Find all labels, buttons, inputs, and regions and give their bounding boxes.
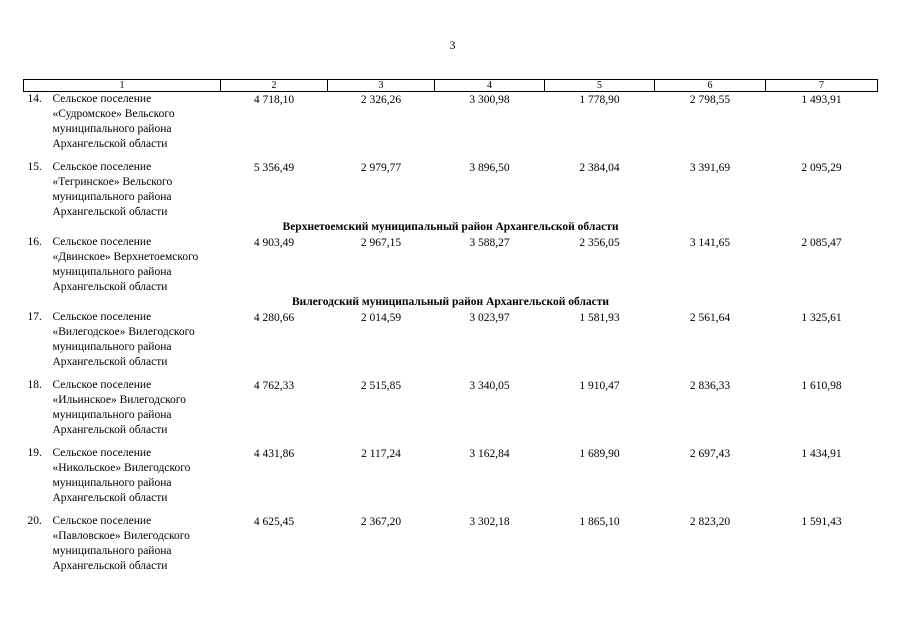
value-cell-col-5: 2 384,04: [579, 162, 620, 174]
value-cell-col-5: 2 356,05: [579, 237, 620, 249]
value-cell-col-4: 3 896,50: [469, 162, 510, 174]
value-cell-col-6: 2 836,33: [689, 380, 731, 392]
settlement-name-line: муниципального района: [52, 123, 172, 135]
value-cell-col-4: 3 023,97: [469, 312, 510, 324]
section-heading: Вилегодский муниципальный район Архангельской области: [291, 296, 610, 308]
value-cell-col-3: 2 967,15: [360, 237, 402, 249]
row-number: 20.: [27, 515, 42, 527]
settlement-name: [53, 514, 190, 574]
column-header-5: 5: [545, 80, 655, 92]
row-spacer: [24, 152, 878, 160]
value-cell-col-5: 1 581,93: [579, 312, 620, 324]
settlement-cell: [24, 310, 221, 370]
data-table: [23, 79, 878, 574]
settlement-name-line: «Тегринское» Вельского: [52, 176, 173, 188]
value-cell-col-7: 2 095,29: [801, 162, 842, 174]
settlement-name-line: «Павловское» Вилегодского: [52, 530, 190, 542]
settlement-name-line: муниципального района: [52, 409, 172, 421]
value-cell-col-3: 2 117,24: [361, 448, 401, 460]
settlement-cell: [24, 514, 221, 574]
value-cell-col-6: 3 391,69: [689, 162, 731, 174]
settlement-cell: [24, 160, 221, 220]
value-cell-col-6: 2 823,20: [689, 516, 731, 528]
value-cell-col-3: 2 979,77: [360, 162, 402, 174]
row-number: 19.: [27, 447, 42, 459]
column-number-row: [24, 80, 878, 92]
settlement-name-line: муниципального района: [52, 477, 172, 489]
settlement-name: [53, 92, 175, 152]
row-number: 14.: [27, 93, 42, 105]
table-row: [24, 446, 878, 506]
column-header-3: 3: [328, 80, 435, 92]
value-cell-col-4: 3 302,18: [469, 516, 510, 528]
settlement-name: [53, 378, 186, 438]
section-heading-row: [24, 220, 878, 235]
value-cell-col-5: 1 910,47: [579, 380, 620, 392]
settlement-cell: [24, 235, 221, 295]
row-number: 17.: [27, 311, 42, 323]
table-row: [24, 235, 878, 295]
value-cell-col-7: 1 591,43: [801, 516, 842, 528]
settlement-name-line: муниципального района: [52, 545, 172, 557]
value-cell-col-7: 1 434,91: [801, 448, 842, 460]
value-cell-col-2: 4 431,86: [253, 448, 295, 460]
table-row: [24, 160, 878, 220]
settlement-name-line: муниципального района: [52, 191, 172, 203]
settlement-name-line: муниципального района: [52, 266, 172, 278]
row-spacer: [24, 370, 878, 378]
value-cell-col-3: 2 326,26: [360, 94, 402, 106]
settlement-name-line: Сельское поселение: [52, 93, 152, 105]
value-cell-col-5: 1 778,90: [579, 94, 620, 106]
settlement-name-line: Сельское поселение: [52, 515, 152, 527]
settlement-name: [53, 310, 195, 370]
settlement-name: [53, 160, 173, 220]
settlement-name-line: Архангельской области: [52, 138, 168, 150]
row-spacer-cell: [24, 506, 878, 514]
value-cell-col-5: 1 689,90: [579, 448, 620, 460]
value-cell-col-4: 3 340,05: [469, 380, 510, 392]
row-number: 16.: [27, 236, 42, 248]
value-cell-col-4: 3 588,27: [469, 237, 510, 249]
value-cell-col-2: 5 356,49: [253, 162, 295, 174]
settlement-name-line: муниципального района: [52, 341, 172, 353]
settlement-name-line: Архангельской области: [52, 492, 168, 504]
settlement-name-line: Сельское поселение: [52, 379, 152, 391]
table-row: [24, 92, 878, 153]
row-spacer: [24, 438, 878, 446]
settlement-name-line: «Двинское» Верхнетоемского: [52, 251, 199, 263]
page-number: 3: [449, 38, 456, 52]
value-cell-col-6: 2 697,43: [689, 448, 731, 460]
row-spacer: [24, 506, 878, 514]
value-cell-col-7: 1 610,98: [801, 380, 842, 392]
row-number: 15.: [27, 161, 42, 173]
settlement-name-line: Архангельской области: [52, 560, 168, 572]
data-table-container: [23, 79, 877, 574]
value-cell-col-7: 1 325,61: [801, 312, 842, 324]
settlement-name: [53, 446, 191, 506]
column-header-1: 1: [24, 80, 221, 92]
value-cell-col-3: 2 014,59: [360, 312, 402, 324]
column-header-6: 6: [655, 80, 766, 92]
settlement-name-line: Архангельской области: [52, 281, 168, 293]
column-header-7: 7: [766, 80, 878, 92]
table-row: [24, 378, 878, 438]
value-cell-col-4: 3 300,98: [469, 94, 510, 106]
value-cell-col-4: 3 162,84: [469, 448, 510, 460]
value-cell-col-7: 1 493,91: [801, 94, 842, 106]
section-heading: Верхнетоемский муниципальный район Архангельской области: [282, 221, 619, 233]
table-header: [24, 80, 878, 92]
value-cell-col-6: 3 141,65: [689, 237, 731, 249]
settlement-name-line: «Ильинское» Вилегодского: [52, 394, 186, 406]
column-header-2: 2: [221, 80, 328, 92]
settlement-name-line: «Никольское» Вилегодского: [52, 462, 191, 474]
column-header-4: 4: [435, 80, 545, 92]
value-cell-col-7: 2 085,47: [801, 237, 842, 249]
value-cell-col-2: 4 718,10: [253, 94, 295, 106]
row-spacer-cell: [24, 370, 878, 378]
row-spacer-cell: [24, 152, 878, 160]
settlement-name-line: Сельское поселение: [52, 161, 152, 173]
value-cell-col-6: 2 798,55: [689, 94, 731, 106]
settlement-cell: [24, 378, 221, 438]
value-cell-col-2: 4 762,33: [253, 380, 295, 392]
settlement-name-line: «Вилегодское» Вилегодского: [52, 326, 195, 338]
section-heading-row: [24, 295, 878, 310]
table-row: [24, 310, 878, 370]
settlement-name-line: Сельское поселение: [52, 311, 152, 323]
settlement-name-line: Сельское поселение: [52, 236, 152, 248]
value-cell-col-5: 1 865,10: [579, 516, 620, 528]
value-cell-col-3: 2 515,85: [360, 380, 402, 392]
table-body: [24, 92, 878, 575]
table-row: [24, 514, 878, 574]
settlement-name: [53, 235, 199, 295]
settlement-cell: [24, 446, 221, 506]
settlement-name-line: Сельское поселение: [52, 447, 152, 459]
settlement-name-line: Архангельской области: [52, 206, 168, 218]
value-cell-col-6: 2 561,64: [689, 312, 731, 324]
value-cell-col-3: 2 367,20: [360, 516, 402, 528]
value-cell-col-2: 4 903,49: [253, 237, 295, 249]
value-cell-col-2: 4 280,66: [253, 312, 295, 324]
row-spacer-cell: [24, 438, 878, 446]
settlement-name-line: Архангельской области: [52, 424, 168, 436]
settlement-name-line: Архангельской области: [52, 356, 168, 368]
settlement-name-line: «Судромское» Вельского: [52, 108, 175, 120]
row-number: 18.: [27, 379, 42, 391]
value-cell-col-2: 4 625,45: [253, 516, 295, 528]
settlement-cell: [24, 92, 221, 153]
